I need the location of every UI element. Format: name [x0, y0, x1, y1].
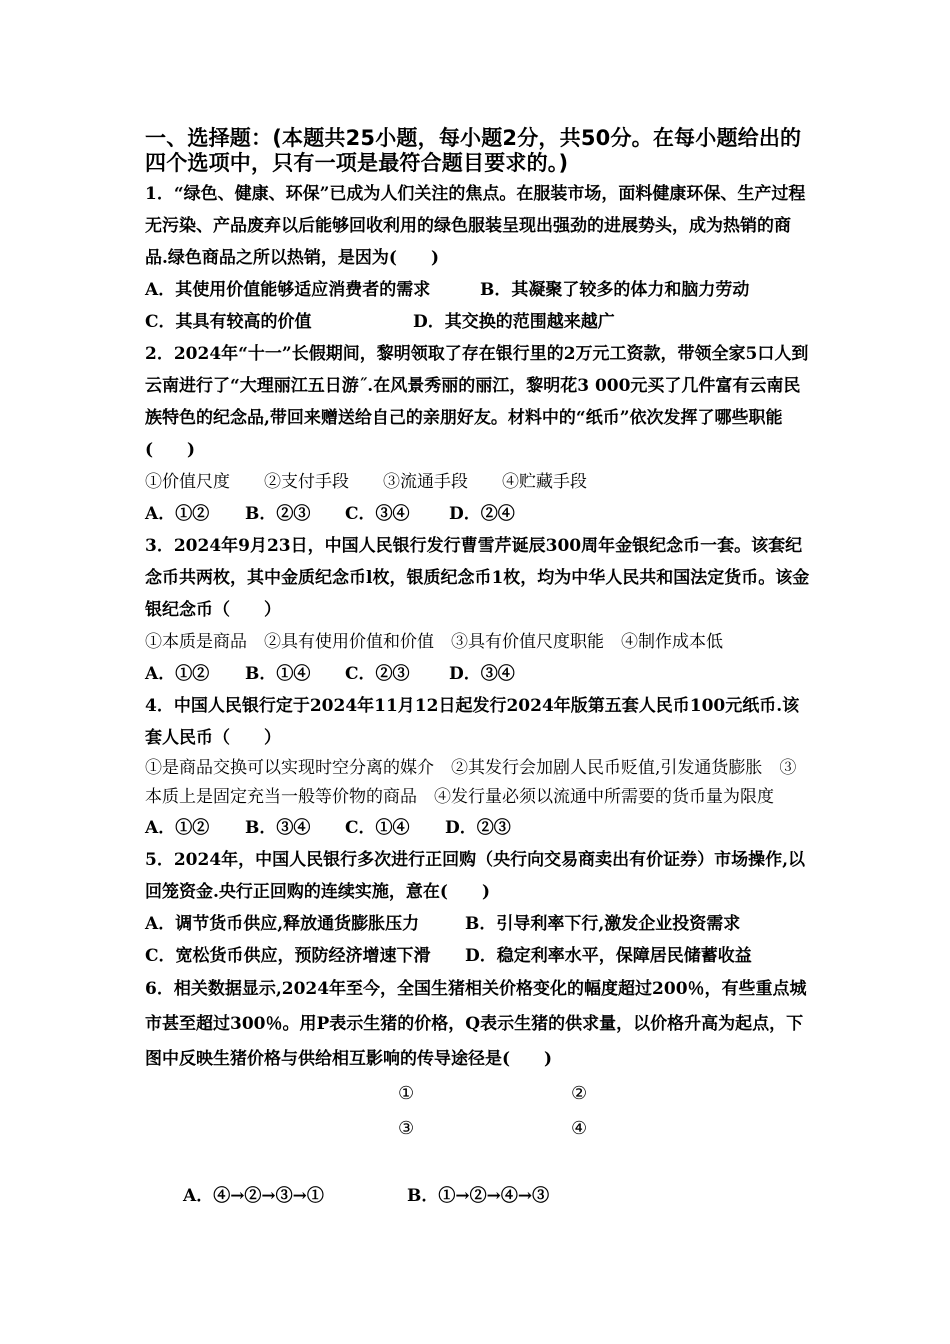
question-4-items: ①是商品交换可以实现时空分离的媒介 ②其发行会加剧人民币贬值,引发通货膨胀 ③本质上是固定充当一般等价物的商品 ④发行量必须以流通中所需要的货币量为限度 [145, 758, 797, 807]
question-2-options [145, 498, 810, 530]
question-1-stem: 1．“绿色、健康、环保”已成为人们关注的焦点。在服装市场，面料健康环保、生产过程无污染、产品废弃以后能够回收利用的绿色服装呈现出强劲的进展势头，成为热销的商品.绿色商品之所以热销，是因为( ) [145, 184, 806, 268]
question-5-options-row-1 [145, 908, 810, 940]
option-a: A．其使用价值能够适应消费者的需求 [145, 280, 431, 300]
question-6-diagram [145, 1077, 810, 1149]
option-d: D．②③ [445, 818, 511, 838]
option-b: B．其凝聚了较多的体力和脑力劳动 [480, 280, 750, 300]
option-a: A．④→②→③→① [183, 1186, 324, 1206]
exam-page [145, 126, 810, 1149]
option-c: C．③④ [345, 504, 410, 524]
question-1-options-row-1 [145, 274, 810, 306]
option-d: D．稳定利率水平，保障居民储蓄收益 [465, 946, 752, 966]
option-a: A．调节货币供应,释放通货膨胀压力 [145, 914, 420, 934]
question-2-stem: 2．2024年“十一”长假期间，黎明领取了存在银行里的2万元工资款，带领全家5口人到云南进行了“大理丽江五日游˝.在风景秀丽的丽江，黎明花3 000元买了几件富有云南民族特色的纪念品,带回来赠送给自己的亲朋好友。材料中的“纸币”依次发挥了哪些职能( ) [145, 344, 809, 460]
option-d: D．③④ [449, 664, 515, 684]
question-4-options [145, 812, 810, 844]
question-4-stem: 4．中国人民银行定于2024年11月12日起发行2024年版第五套人民币100元纸币.该套人民币（ ） [145, 696, 800, 748]
question-6-options [183, 1181, 549, 1206]
question-2-items: ①价值尺度 ②支付手段 ③流通手段 ④贮藏手段 [145, 472, 587, 492]
option-b: B．引导利率下行,激发企业投资需求 [465, 914, 741, 934]
option-c: C．宽松货币供应，预防经济增速下滑 [145, 946, 431, 966]
diagram-label-2: ② [571, 1083, 588, 1104]
question-5-options-row-2 [145, 940, 810, 972]
option-b: B．①④ [245, 664, 311, 684]
option-c: C．其具有较高的价值 [145, 312, 312, 332]
question-1-options-row-2 [145, 306, 810, 338]
diagram-label-4: ④ [571, 1118, 588, 1139]
question-5-stem: 5．2024年，中国人民银行多次进行正回购（央行向交易商卖出有价证券）市场操作,以回笼资金.央行正回购的连续实施，意在( ) [145, 850, 806, 902]
option-b: B．①→②→④→③ [407, 1186, 550, 1206]
section-title: 一、选择题：(本题共25小题，每小题2分，共50分。在每小题给出的四个选项中，只有一项是最符合题目要求的。) [145, 126, 802, 175]
option-a: A．①② [145, 504, 210, 524]
option-a: A．①② [145, 818, 210, 838]
question-3-options [145, 658, 810, 690]
diagram-label-3: ③ [398, 1118, 415, 1139]
question-3-items: ①本质是商品 ②具有使用价值和价值 ③具有价值尺度职能 ④制作成本低 [145, 632, 723, 652]
option-d: D．其交换的范围越来越广 [413, 312, 615, 332]
option-d: D．②④ [449, 504, 515, 524]
question-3-stem: 3．2024年9月23日，中国人民银行发行曹雪芹诞辰300周年金银纪念币一套。该套纪念币共两枚，其中金质纪念币l枚，银质纪念币1枚，均为中华人民共和国法定货币。该金银纪念币（ ） [145, 536, 810, 620]
option-c: C．②③ [345, 664, 410, 684]
question-6-stem: 6．相关数据显示,2024年至今，全国生猪相关价格变化的幅度超过200％，有些重点城市甚至超过300％。用P表示生猪的价格，Q表示生猪的供求量，以价格升高为起点，下图中反映生猪价格与供给相互影响的传导途径是( ) [145, 979, 807, 1069]
option-a: A．①② [145, 664, 210, 684]
option-c: C．①④ [345, 818, 410, 838]
option-b: B．③④ [245, 818, 311, 838]
diagram-label-1: ① [398, 1083, 415, 1104]
option-b: B．②③ [245, 504, 311, 524]
